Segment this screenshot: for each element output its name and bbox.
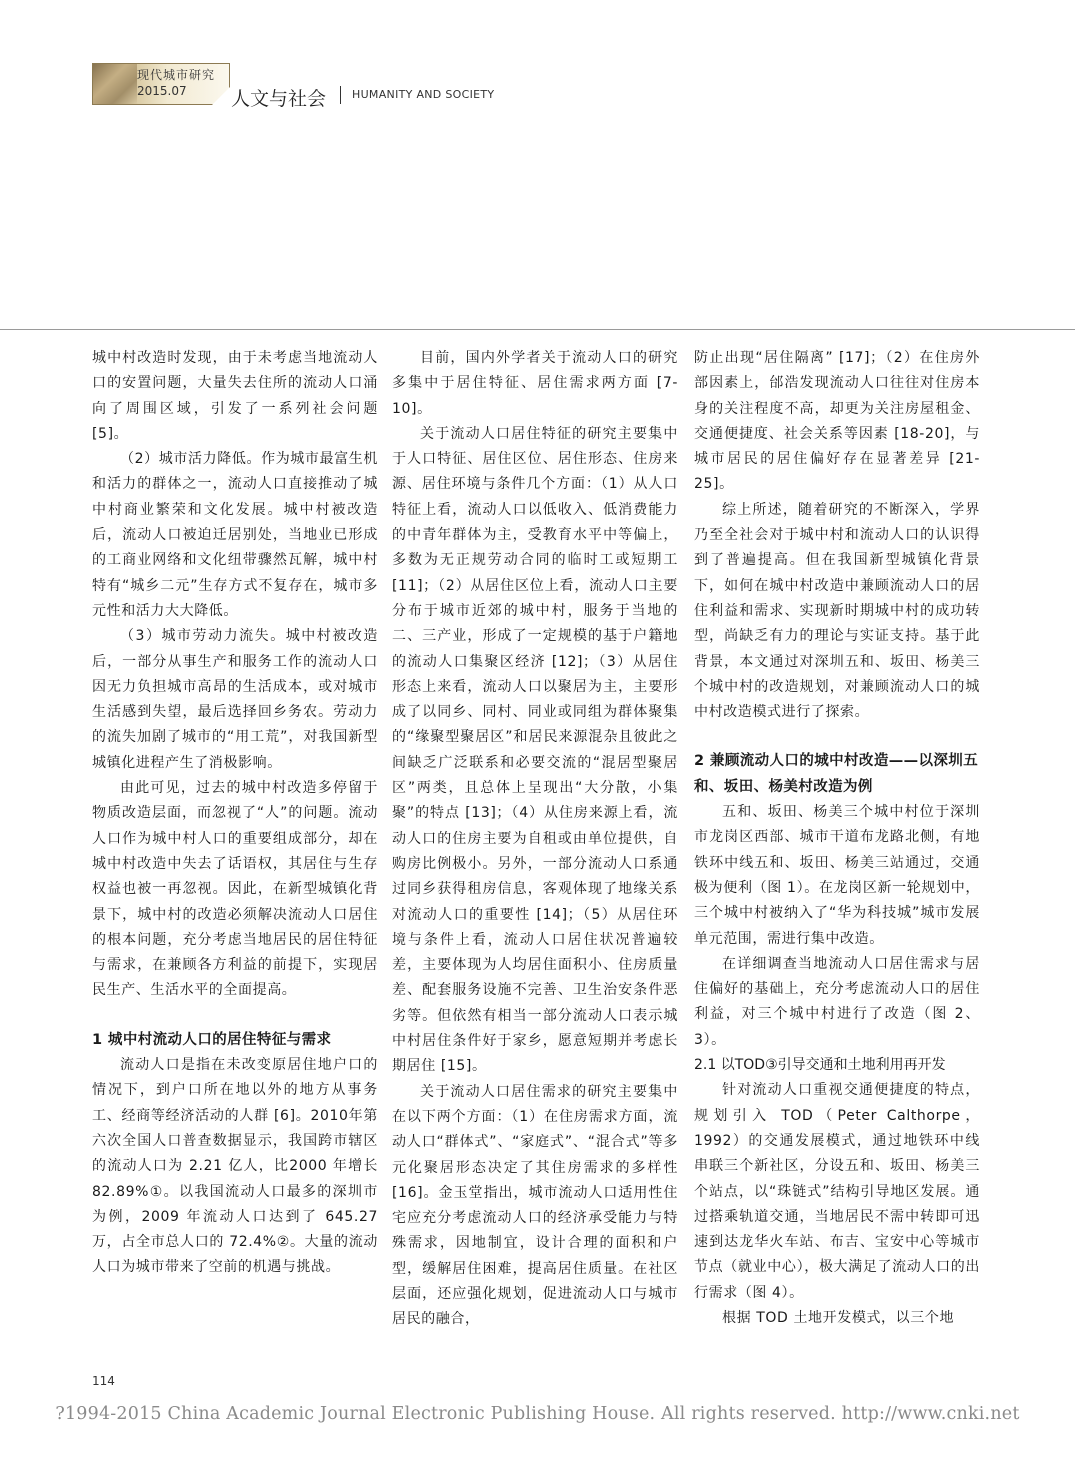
paragraph: 在详细调查当地流动人口居住需求与居住偏好的基础上，充分考虑流动人口的居住利益，对三个城中村进行了改造（图 2、3）。: [694, 955, 980, 1048]
text-column-1: [92, 346, 378, 1281]
subsection-heading: 2.1 以TOD③引导交通和土地利用再开发: [694, 1057, 946, 1074]
journal-issue: 2015.07: [137, 84, 187, 98]
paragraph: 由此可见，过去的城中村改造多停留于物质改造层面，而忽视了“人”的问题。流动人口作为城中村人口的重要组成部分，却在城中村改造中失去了话语权，其居住与生存权益也被一再忽视。因此，在新型城镇化背景下，城中村的改造必须解决流动人口居住的根本问题，充分考虑当地居民的居住特征与需求，在兼顾各方利益的前提下，实现居民生产、生活水平的全面提高。: [92, 780, 378, 999]
section-title-en: HUMANITY AND SOCIETY: [352, 88, 495, 101]
paragraph: （3）城市劳动力流失。城中村被改造后，一部分从事生产和服务工作的流动人口因无力负担城市高昂的生活成本，或对城市生活感到失望，最后选择回乡务农。劳动力的流失加剧了城市的“用工荒”，对我国新型城镇化进程产生了消极影响。: [92, 628, 378, 771]
section-heading: 1 城中村流动人口的居住特征与需求: [92, 1031, 332, 1048]
paragraph: 关于流动人口居住特征的研究主要集中于人口特征、居住区位、居住形态、住房来源、居住环境与条件几个方面：（1）从人口特征上看，流动人口以低收入、低消费能力的中青年群体为主，受教育水平中等偏上，多数为无正规劳动合同的临时工或短期工 [11]；（2）从居住区位上看，流动人口主要分布于城市近郊的城中村，服务于当地的二、三产业，形成了一定规模的基于户籍地的流动人口集聚区经济 [12]；（3）从居住形态上来看，流动人口以聚居为主，主要形成了以同乡、同村、同业或同组为群体聚集的“缘聚型聚居区”和居民来源混杂且彼此之间缺乏广泛联系和必要交流的“混居型聚居区”两类，且总体上呈现出“大分散，小集聚”的特点 [13]；（4）从住房来源上看，流动人口的住房主要为自租或由单位提供，自购房比例极小。另外，一部分流动人口系通过同乡获得租房信息，客观体现了地缘关系对流动人口的重要性 [14]；（5）从居住环境与条件上看，流动人口居住状况普遍较差，主要体现为人均居住面积小、住房质量差、配套服务设施不完善、卫生治安条件恶劣等。但依然有相当一部分流动人口表示城中村居住条件好于家乡，愿意短期并考虑长期居住 [15]。: [392, 425, 678, 1075]
badge-fold-corner: [212, 87, 230, 105]
journal-name: 现代城市研究: [137, 68, 216, 82]
section-divider: [340, 86, 341, 104]
paragraph: 城中村改造时发现，由于未考虑当地流动人口的安置问题，大量失去住所的流动人口涌向了周围区域，引发了一系列社会问题 [5]。: [92, 350, 378, 442]
paragraph: 根据 TOD 土地开发模式，以三个地: [722, 1309, 955, 1326]
paragraph: 综上所述，随着研究的不断深入，学界乃至全社会对于城中村和流动人口的认识得到了普遍提高。但在我国新型城镇化背景下，如何在城中村改造中兼顾流动人口的居住利益和需求、实现新时期城中村的成功转型，尚缺乏有力的理论与实证支持。基于此背景，本文通过对深圳五和、坂田、杨美三个城中村的改造规划，对兼顾流动人口的城中村改造模式进行了探索。: [694, 501, 980, 721]
page-number: 114: [92, 1374, 115, 1388]
journal-badge: [92, 63, 230, 105]
horizontal-rule: [0, 329, 1075, 330]
text-column-2: [392, 346, 678, 1333]
copyright-footer: ?1994-2015 China Academic Journal Electronic Publishing House. All rights reserved. http://www.cnki.net: [55, 1404, 1020, 1424]
paragraph: 流动人口是指在未改变原居住地户口的情况下，到户口所在地以外的地方从事务工、经商等经济活动的人群 [6]。2010年第六次全国人口普查数据显示，我国跨市辖区的流动人口为 2.21 亿人，比2000 年增长 82.89%①。以我国流动人口最多的深圳市为例，2009 年流动人口达到了 645.27 万，占全市总人口的 72.4%②。大量的流动人口为城市带来了空前的机遇与挑战。: [92, 1057, 378, 1276]
paragraph: 关于流动人口居住需求的研究主要集中在以下两个方面：（1）在住房需求方面，流动人口“群体式”、“家庭式”、“混合式”等多元化聚居形态决定了其住房需求的多样性 [16]。金玉堂指出，城市流动人口适用性住宅应充分考虑流动人口的经济承受能力与特殊需求，因地制宜，设计合理的面积和户型，缓解居住困难，提高居住质量。在社区层面，还应强化规划，促进流动人口与城市居民的融合，: [392, 1083, 678, 1328]
paragraph: 五和、坂田、杨美三个城中村位于深圳市龙岗区西部、城市干道布龙路北侧，有地铁环中线五和、坂田、杨美三站通过，交通极为便利（图 1）。在龙岗区新一轮规划中，三个城中村被纳入了“华为科技城”城市发展单元范围，需进行集中改造。: [694, 804, 980, 947]
paragraph: 防止出现“居住隔离” [17]；（2）在住房外部因素上，邰浩发现流动人口往往对住房本身的关注程度不高，却更为关注房屋租金、交通便捷度、社会关系等因素 [18-20]，与城市居民的居住偏好存在显著差异 [21-25]。: [694, 350, 980, 493]
paragraph: 针对流动人口重视交通便捷度的特点，规划引入 TOD（Peter Calthorpe，1992）的交通发展模式，通过地铁环中线串联三个新社区，分设五和、坂田、杨美三个站点，以“珠链式”结构引导地区发展。通过搭乘轨道交通，当地居民不需中转即可迅速到达龙华火车站、布吉、宝安中心等城市节点（就业中心），极大满足了流动人口的出行需求（图 4）。: [694, 1082, 980, 1301]
section-heading: 2 兼顾流动人口的城中村改造——以深圳五和、坂田、杨美村改造为例: [694, 753, 979, 795]
text-column-3: [694, 346, 980, 1331]
paragraph: 目前，国内外学者关于流动人口的研究多集中于居住特征、居住需求两方面 [7-10]。: [392, 350, 678, 417]
badge-photo: [93, 64, 137, 104]
section-title-cn: 人文与社会: [231, 88, 327, 110]
paragraph: （2）城市活力降低。作为城市最富生机和活力的群体之一，流动人口直接推动了城中村商业繁荣和文化发展。城中村被改造后，流动人口被迫迁居别处，当地业已形成的工商业网络和文化纽带骤然瓦解，城中村特有“城乡二元”生存方式不复存在，城市多元性和活力大大降低。: [92, 451, 378, 619]
